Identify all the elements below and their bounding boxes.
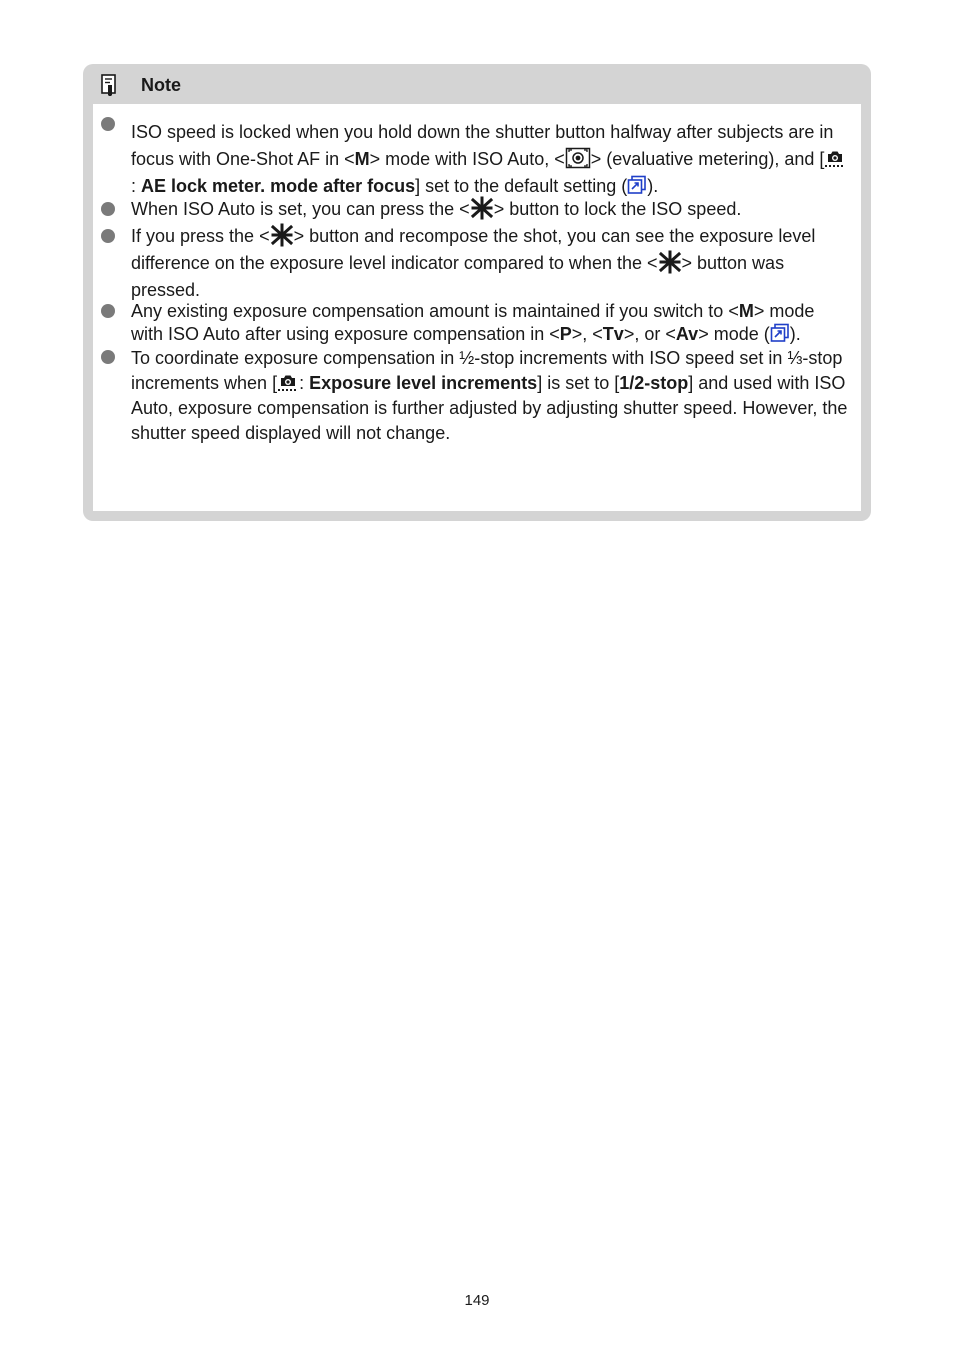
bullet [101,202,115,216]
ae-lock-asterisk-icon [270,223,294,247]
ae-lock-asterisk-icon [658,250,682,274]
bullet [101,117,115,131]
evaluative-metering-icon [565,147,591,169]
shooting-menu-camera-icon [824,148,846,168]
note-memo-icon [101,74,119,96]
page-number: 149 [464,1292,490,1309]
shooting-menu-camera-icon [277,372,299,392]
cross-reference-link-icon[interactable] [627,175,647,195]
bullet [101,229,115,243]
note-title: Note [141,75,181,95]
note-box [83,64,871,521]
list-item: When ISO Auto is set, you can press the < > button to lock the ISO speed. [93,196,861,223]
note-body [93,104,861,511]
cross-reference-link-icon[interactable] [770,323,790,343]
note-list [93,123,861,446]
list-item: Any existing exposure compensation amount is maintained if you switch to <M> mode with ISO Auto after using exposure compensation in <P>, <Tv>, or <Av> mode ( ). [93,300,861,346]
bullet [101,304,115,318]
bullet [101,350,115,364]
list-item: If you press the < > button and recompose the shot, you can see the exposure level difference on the exposure level indicator compared to when the < > button was pressed. [93,223,861,304]
list-item: To coordinate exposure compensation in ½-stop increments with ISO speed set in ⅓-stop increments when [ : Exposure level increments] is set to [1/2-stop] and used with ISO Auto, exposure compensation is further adjusted by adjusting shutter speed. However, the shutter speed displayed will not change. [93,346,861,446]
ae-lock-asterisk-icon [470,196,494,220]
list-item: ISO speed is locked when you hold down the shutter button halfway after subjects are in focus with One-Shot AF in <M> mode with ISO Auto, < > (evaluative metering), and [: AE lock meter. mode after focus] set to the default setting ( ). [93,119,861,200]
note-header [83,64,871,104]
